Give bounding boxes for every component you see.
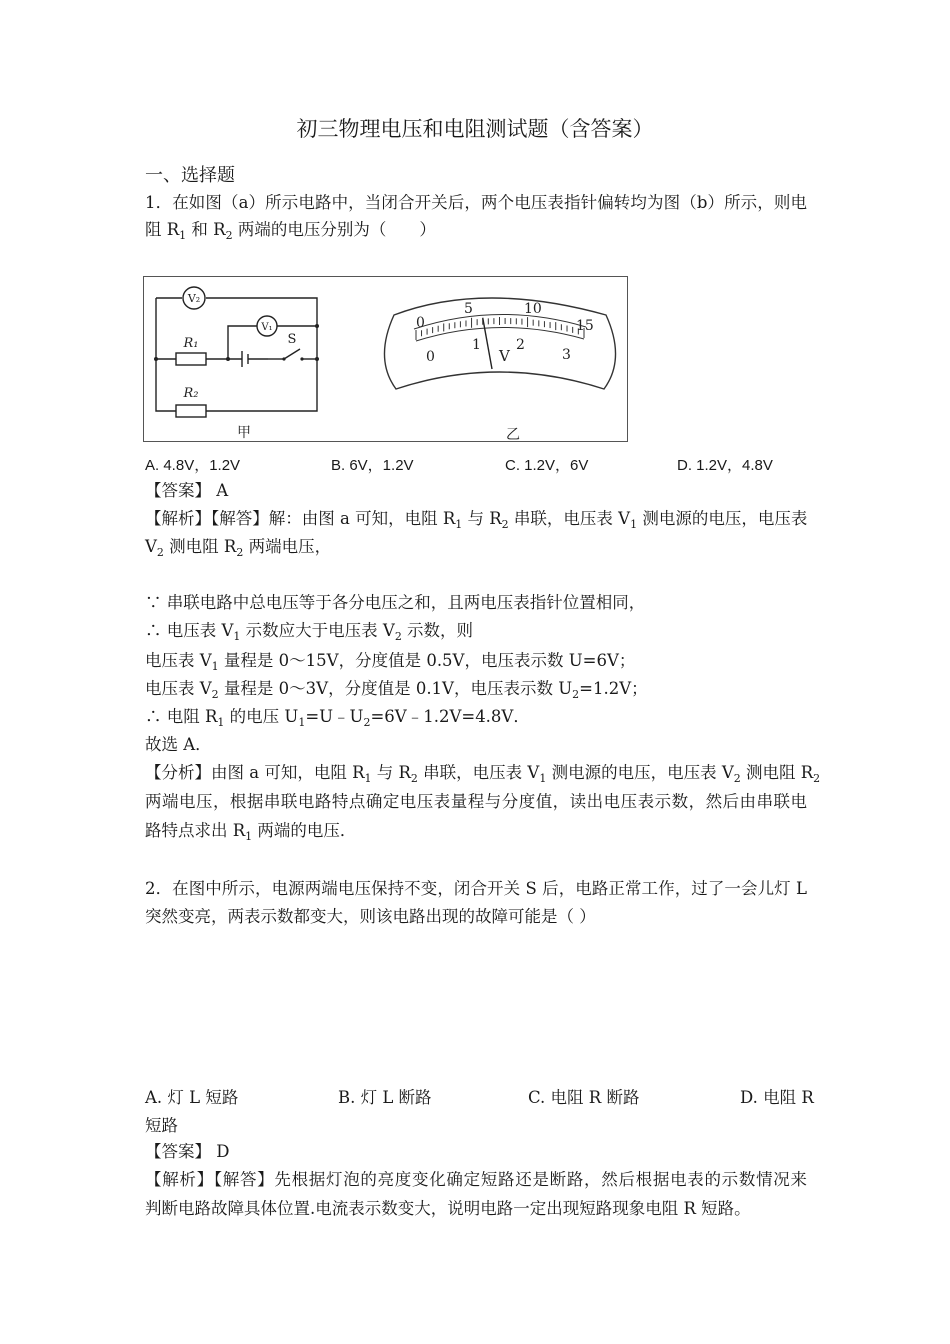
q2-option-a: A. 灯 L 短路 [145, 1088, 239, 1107]
svg-text:R₂: R₂ [183, 386, 199, 401]
q1-answer: 【答案】 A [145, 481, 229, 500]
q1-analysis-p6: 故选 A． [145, 735, 212, 754]
q2-answer: 【答案】 D [145, 1142, 230, 1161]
q1-stem-line2: 阻 $R_1$ 和 $R_2$ 两端的电压分别为（ ） [145, 220, 436, 242]
circuit-and-meter-diagram [144, 277, 629, 443]
section-heading: 一、选择题 [145, 165, 235, 186]
voltmeter-dial-face [384, 298, 615, 389]
svg-text:15: 15 [576, 318, 594, 334]
q1-analysis-line1: 【解析】【解答】解：由图 a 可知，电阻 $R_1$ 与 $R_2$ 串联，电压表 $V_1$ 测电源的电压，电压表 [145, 509, 808, 531]
svg-text:甲: 甲 [237, 425, 251, 441]
document-title: 初三物理电压和电阻测试题（含答案） [296, 117, 654, 141]
svg-text:2: 2 [516, 337, 525, 353]
q1-analysis-p1: ∵ 串联电路中总电压等于各分电压之和，且两电压表指针位置相同， [145, 593, 646, 612]
q2-option-d-cont: 短路 [145, 1116, 178, 1135]
svg-text:5: 5 [464, 301, 473, 317]
svg-text:V: V [499, 347, 510, 365]
q1-figure [143, 276, 628, 442]
svg-text:R₁: R₁ [183, 336, 199, 351]
q2-analysis-line2: 判断电路故障具体位置.电流表示数变大，说明电路一定出现短路现象电阻 R 短路。 [145, 1199, 751, 1218]
q1-option-b: B. 6V，1.2V [331, 457, 414, 474]
q2-stem-line1: 2．在图中所示，电源两端电压保持不变，闭合开关 S 后，电路正常工作，过了一会儿灯 L [145, 879, 807, 898]
q2-option-b: B. 灯 L 断路 [338, 1088, 432, 1107]
q1-option-a: A. 4.8V，1.2V [145, 457, 241, 474]
q1-analysis-p2: ∴ 电压表 $V_1$ 示数应大于电压表 $V_2$ 示数，则 [145, 621, 474, 643]
q1-analysis-p3: 电压表 $V_1$ 量程是 0～15V，分度值是 0.5V，电压表示数 U=6V； [145, 651, 636, 673]
q1-option-c: C. 1.2V，6V [505, 457, 589, 474]
svg-text:3: 3 [562, 347, 571, 363]
svg-text:0: 0 [416, 315, 425, 331]
svg-text:0: 0 [426, 349, 435, 365]
q2-stem-line2: 突然变亮，两表示数都变大，则该电路出现的故障可能是（ ） [145, 907, 596, 926]
q1-fenxi-line3: 路特点求出 $R_1$ 两端的电压． [145, 821, 357, 843]
q1-fenxi-line2: 两端电压，根据串联电路特点确定电压表量程与分度值，读出电压表示数，然后由串联电 [145, 792, 807, 811]
svg-text:乙: 乙 [506, 427, 520, 443]
q1-analysis-p5: ∴ 电阻 $R_1$ 的电压 $U_1=U﹣U_2=6V﹣1.2V=4.8V$． [145, 707, 530, 729]
q1-option-d: D. 1.2V，4.8V [677, 457, 773, 474]
svg-text:V₁: V₁ [261, 322, 273, 333]
q1-analysis-line2: $V_2$ 测电阻 $R_2$ 两端电压， [145, 537, 332, 559]
svg-text:1: 1 [472, 337, 481, 353]
circuit-diagram [156, 298, 317, 417]
q1-fenxi-line1: 【分析】由图 a 可知，电阻 $R_1$ 与 $R_2$ 串联，电压表 $V_1$ 测电源的电压，电压表 $V_2$ 测电阻 $R_2$ [145, 763, 821, 785]
q1-analysis-p4: 电压表 $V_2$ 量程是 0～3V，分度值是 0.1V，电压表示数 $U_2=1.2V$； [145, 679, 648, 701]
svg-text:10: 10 [524, 301, 542, 317]
q2-option-c: C. 电阻 R 断路 [528, 1088, 640, 1107]
svg-text:V₂: V₂ [187, 292, 201, 305]
q2-analysis-line1: 【解析】【解答】先根据灯泡的亮度变化确定短路还是断路，然后根据电表的示数情况来 [145, 1170, 807, 1189]
svg-text:S: S [287, 332, 297, 347]
q1-stem-line1: 1．在如图（a）所示电路中，当闭合开关后，两个电压表指针偏转均为图（b）所示，则电 [145, 193, 807, 212]
q2-option-d: D. 电阻 R [740, 1088, 814, 1107]
